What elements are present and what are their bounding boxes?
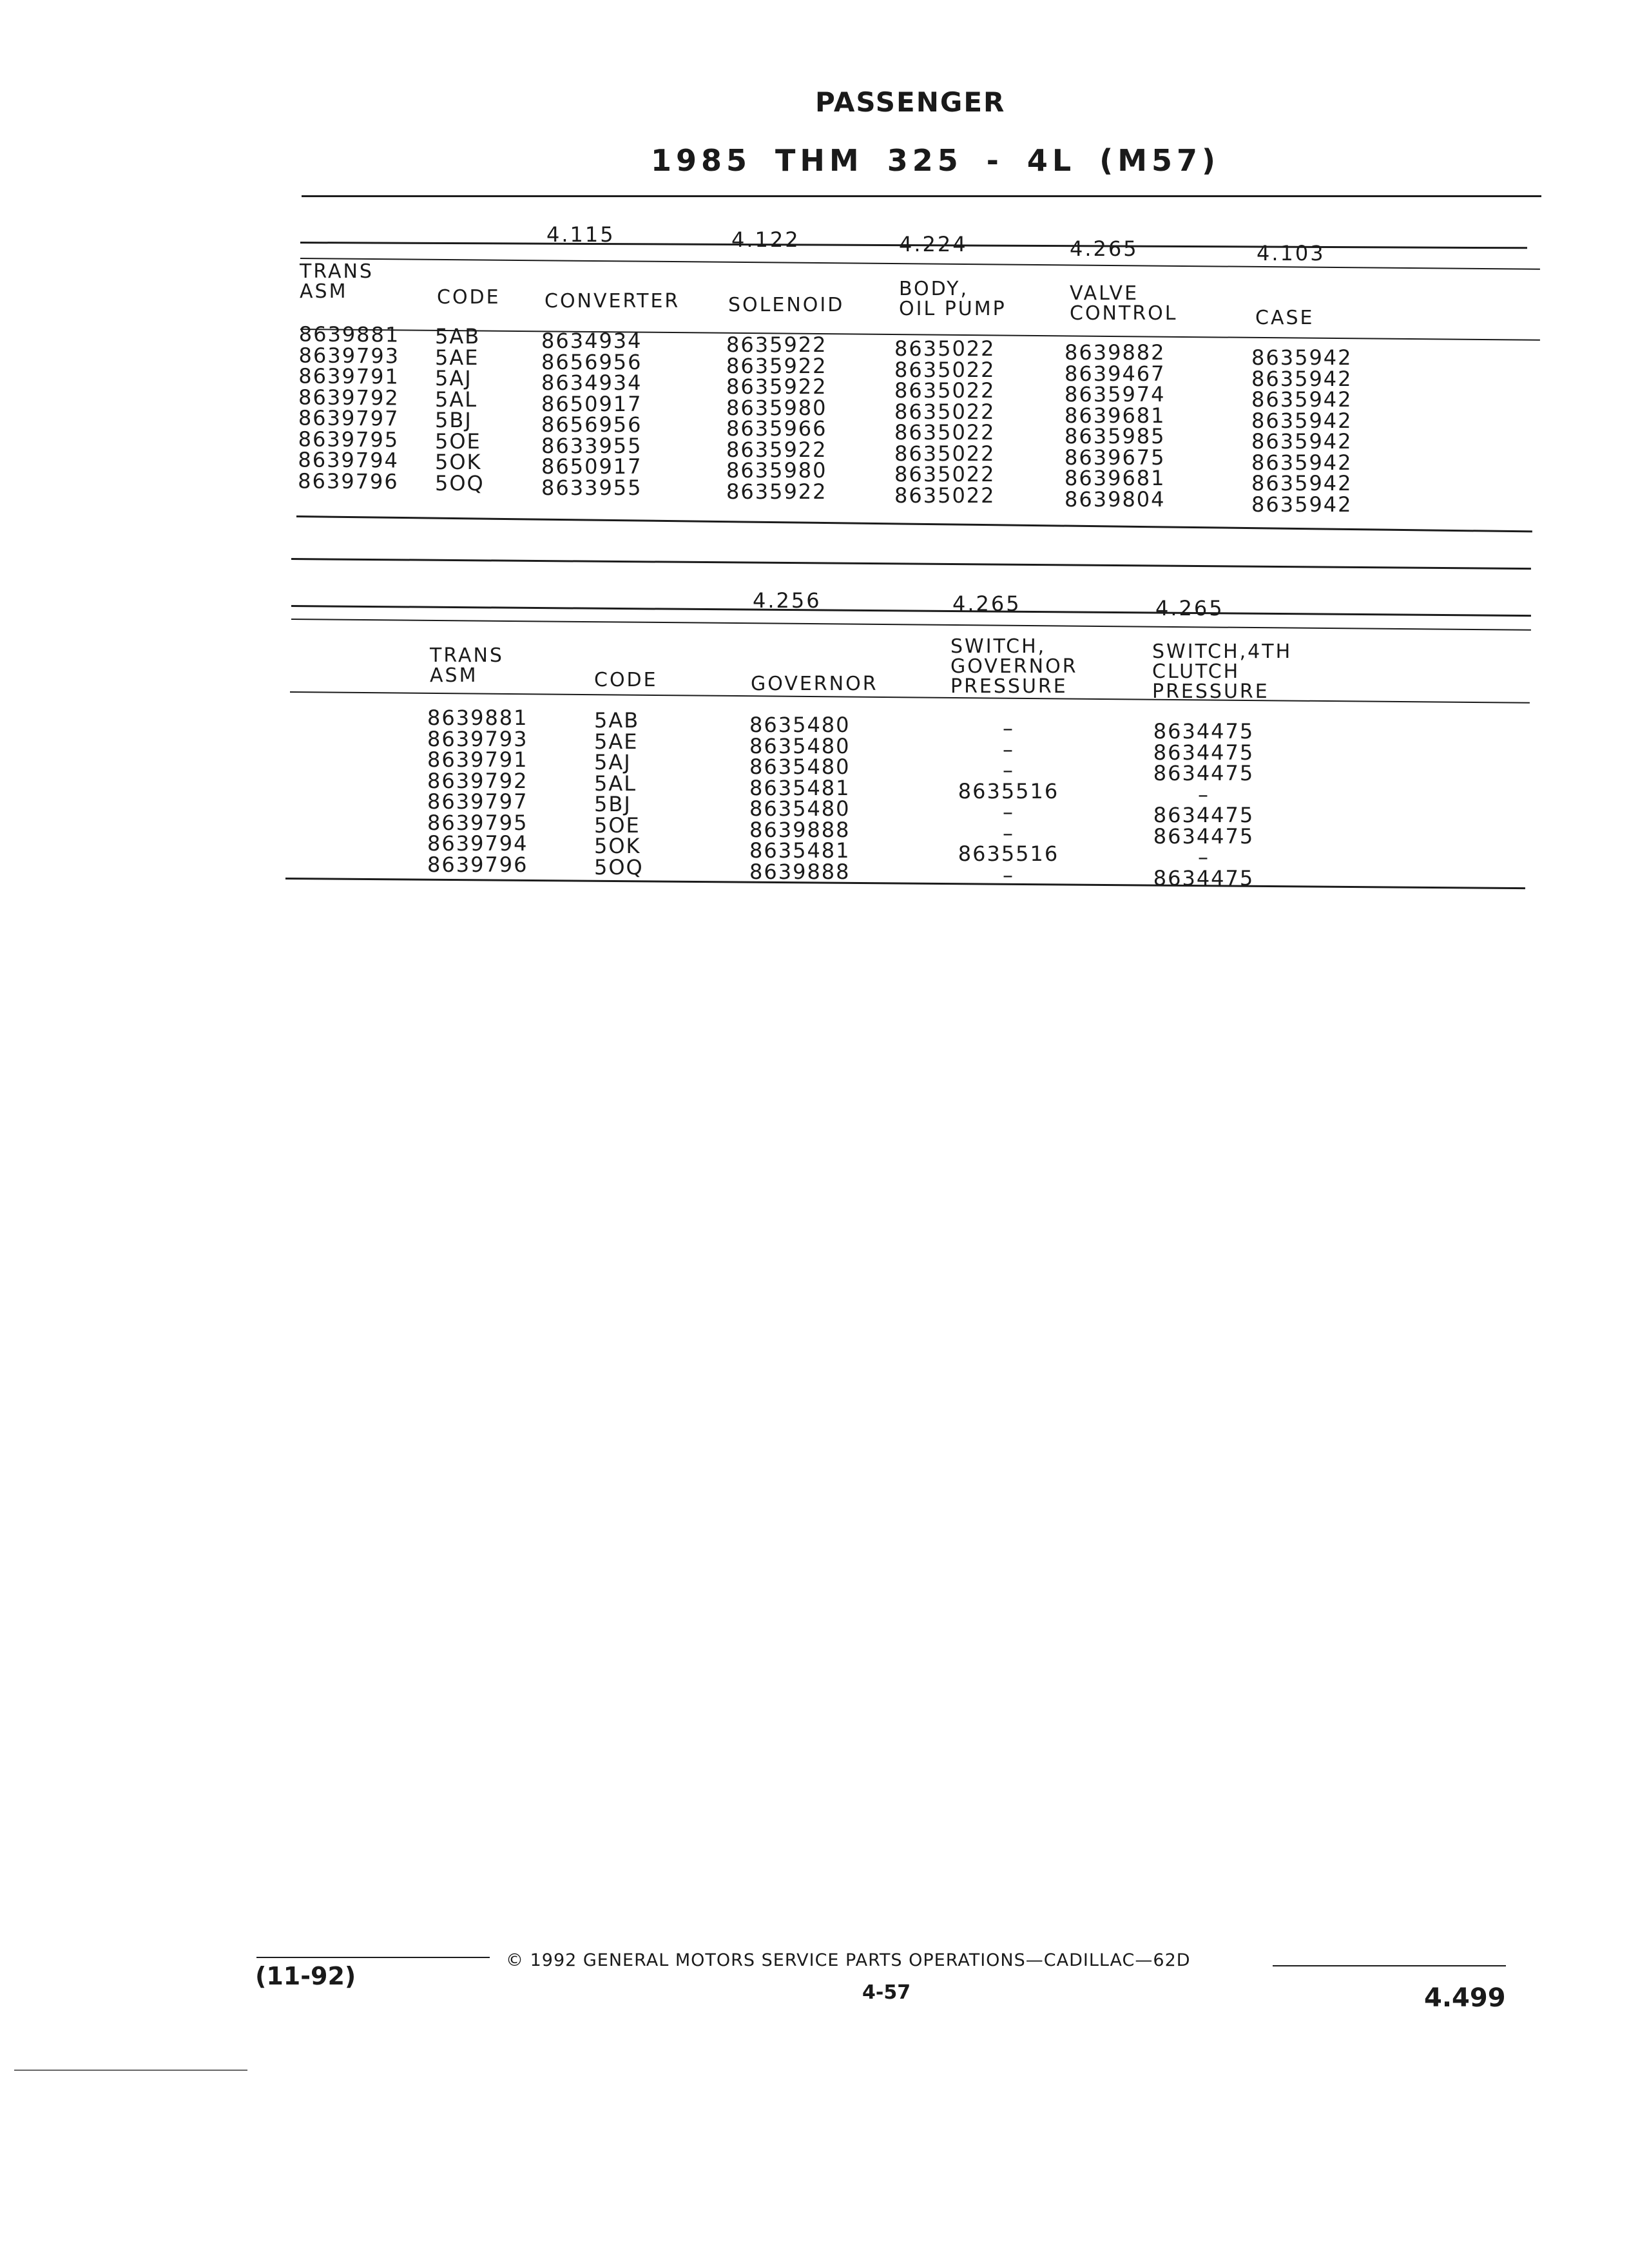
cell: 8634475	[1153, 823, 1255, 849]
cell: –	[1003, 716, 1014, 740]
cell: 8639795	[427, 810, 528, 835]
scan-margin-line	[14, 2070, 247, 2071]
cell: 5AB	[594, 708, 640, 733]
cell: 8635922	[726, 479, 827, 504]
cell: 8639797	[298, 405, 400, 431]
cell: 8639791	[298, 363, 400, 389]
column-code	[594, 710, 644, 878]
ref-number: 4.265	[1070, 236, 1139, 261]
column-valve-control	[1065, 342, 1166, 510]
cell: 8635022	[894, 378, 996, 403]
cell: 8635481	[749, 838, 851, 863]
cell: 5AE	[435, 345, 479, 370]
cell: 5AJ	[435, 366, 472, 390]
cell: 8639467	[1065, 361, 1166, 386]
cell: 8635480	[749, 796, 851, 821]
cell: 5AB	[435, 324, 481, 349]
cell: 8634475	[1153, 761, 1255, 785]
header-governor: GOVERNOR	[751, 673, 878, 695]
cell: –	[1003, 862, 1014, 887]
cell: 8635480	[749, 713, 851, 737]
cell: 8635942	[1251, 429, 1353, 454]
cell: 8635942	[1251, 366, 1353, 391]
cell: 8633955	[541, 475, 642, 500]
cell: 8635022	[894, 399, 996, 424]
cell: 8635922	[726, 353, 827, 378]
header-valve-control: VALVE CONTROL	[1070, 282, 1178, 325]
cell: 8656956	[541, 349, 642, 374]
cell: 8635974	[1065, 382, 1166, 407]
cell: 8634934	[541, 370, 642, 395]
cell: 5AE	[594, 729, 639, 754]
column-case	[1251, 347, 1353, 515]
cell: –	[1198, 782, 1210, 807]
ref-number: 4.115	[546, 222, 615, 247]
column-trans-asm	[298, 323, 400, 492]
cell: 8635942	[1251, 492, 1353, 517]
cell: 8639796	[298, 468, 399, 494]
cell: 5AL	[594, 771, 637, 796]
cell: 8635022	[894, 357, 996, 382]
cell: 8639881	[427, 706, 528, 730]
cell: –	[1003, 800, 1014, 824]
cell: 8635022	[894, 420, 996, 445]
cell: 8635922	[726, 332, 827, 357]
ref-number: 4.256	[753, 588, 822, 613]
header-body-oil-pump: BODY, OIL PUMP	[899, 278, 1007, 320]
cell: 8635922	[726, 374, 827, 399]
cell: 5BJ	[435, 408, 472, 432]
cell: 5AJ	[594, 750, 631, 774]
cell: 8635942	[1251, 345, 1353, 370]
table2-bottom-rule	[285, 878, 1525, 889]
cell: 8634934	[541, 329, 642, 353]
footer-rule-left	[256, 1957, 490, 1958]
cell: 8639793	[298, 342, 400, 369]
header-trans-asm: TRANS ASM	[300, 260, 374, 303]
cell: 8635022	[894, 483, 996, 508]
cell: –	[1003, 820, 1014, 845]
footer-copyright: © 1992 GENERAL MOTORS SERVICE PARTS OPERATIONS—CADILLAC—62D	[506, 1950, 1191, 1970]
ref-number: 4.265	[952, 591, 1021, 616]
cell: 8650917	[541, 454, 642, 479]
cell: 8633955	[541, 433, 642, 458]
header-converter: CONVERTER	[545, 290, 680, 312]
cell: 8634475	[1153, 865, 1255, 890]
footer-section-number: 4.499	[1424, 1983, 1506, 2013]
cell: 8639794	[298, 447, 400, 473]
cell: 8639792	[427, 768, 528, 793]
ref-number: 4.265	[1155, 596, 1224, 620]
cell: 8635942	[1251, 471, 1353, 495]
cell: 8639793	[427, 726, 528, 751]
cell: 8639796	[427, 852, 528, 877]
cell: 8634475	[1153, 719, 1255, 744]
cell: 8639794	[427, 831, 528, 856]
header-solenoid: SOLENOID	[728, 294, 845, 316]
column-governor	[749, 715, 851, 882]
table1-top-rule	[302, 195, 1541, 197]
cell: 8635022	[894, 336, 996, 361]
table2-ref-top-rule	[291, 605, 1531, 617]
table2-top-rule	[291, 558, 1531, 570]
ref-number: 4.224	[899, 232, 968, 256]
footer-page-number: 4-57	[862, 1981, 911, 2004]
cell: 8635022	[894, 441, 996, 466]
cell: 8635966	[726, 416, 827, 441]
table1-header-rule	[300, 258, 1540, 270]
column-body-oil-pump	[894, 338, 996, 506]
cell: 8639795	[298, 426, 400, 452]
cell: –	[1003, 736, 1014, 762]
cell: 8639888	[749, 859, 851, 884]
cell: 8656956	[541, 412, 642, 437]
cell: 8639804	[1065, 486, 1166, 512]
cell: 8635980	[726, 395, 827, 420]
ref-number: 4.122	[731, 227, 800, 252]
cell: 5OE	[594, 812, 641, 838]
cell: 5OQ	[594, 854, 644, 879]
cell: 8639797	[427, 789, 528, 814]
cell: 8635980	[726, 458, 827, 483]
column-converter	[541, 331, 642, 498]
cell: 8639792	[298, 384, 400, 410]
column-solenoid	[726, 334, 827, 502]
cell: 8635942	[1251, 408, 1353, 433]
cell: 8635516	[958, 778, 1059, 803]
cell: 8639881	[298, 322, 400, 347]
cell: 8635942	[1251, 450, 1353, 475]
cell: 8635942	[1251, 387, 1353, 412]
cell: 8635480	[749, 754, 851, 779]
cell: 5OK	[594, 834, 641, 858]
footer-rule-right	[1273, 1965, 1506, 1966]
cell: 8639675	[1065, 445, 1166, 470]
cell: 5OE	[435, 428, 481, 454]
cell: 5AL	[435, 387, 478, 412]
header-trans-asm: TRANS ASM	[430, 644, 504, 687]
cell: 8635985	[1065, 424, 1166, 448]
cell: 8635480	[749, 733, 851, 758]
column-switch-governor-pressure	[947, 718, 1070, 885]
table1-bottom-rule	[296, 515, 1532, 532]
cell: –	[1003, 758, 1014, 782]
header-switch-4th-clutch-pressure: SWITCH,4TH CLUTCH PRESSURE	[1152, 640, 1293, 703]
cell: 8639681	[1065, 403, 1166, 428]
column-code	[435, 326, 485, 494]
header-case: CASE	[1255, 307, 1315, 329]
cell: 8635481	[749, 775, 851, 800]
cell: 8639882	[1065, 340, 1166, 365]
cell: 5OQ	[435, 470, 485, 495]
cell: 8650917	[541, 391, 642, 416]
cell: 8634475	[1153, 803, 1255, 827]
cell: 8639791	[427, 747, 528, 772]
cell: 8635022	[894, 462, 996, 486]
cell: 8639888	[749, 817, 851, 842]
table2-header-rule	[291, 619, 1531, 631]
page-title: PASSENGER	[815, 86, 1006, 118]
table2-body-rule	[290, 691, 1530, 704]
header-switch-governor-pressure: SWITCH, GOVERNOR PRESSURE	[950, 635, 1078, 698]
column-switch-4th-clutch-pressure	[1149, 721, 1258, 889]
ref-number: 4.103	[1257, 241, 1325, 265]
cell: 8639681	[1065, 466, 1166, 490]
cell: 5BJ	[594, 792, 631, 816]
cell: 8634475	[1153, 740, 1255, 765]
page-subtitle: 1985 THM 325 - 4L (M57)	[651, 143, 1220, 178]
header-code: CODE	[437, 286, 501, 309]
cell: 8635922	[726, 437, 827, 462]
cell: 5OK	[435, 450, 482, 474]
cell: 8635516	[958, 841, 1059, 866]
footer-date: (11-92)	[255, 1962, 356, 1990]
column-trans-asm	[427, 707, 528, 875]
cell: –	[1198, 845, 1210, 869]
header-code: CODE	[594, 669, 658, 691]
